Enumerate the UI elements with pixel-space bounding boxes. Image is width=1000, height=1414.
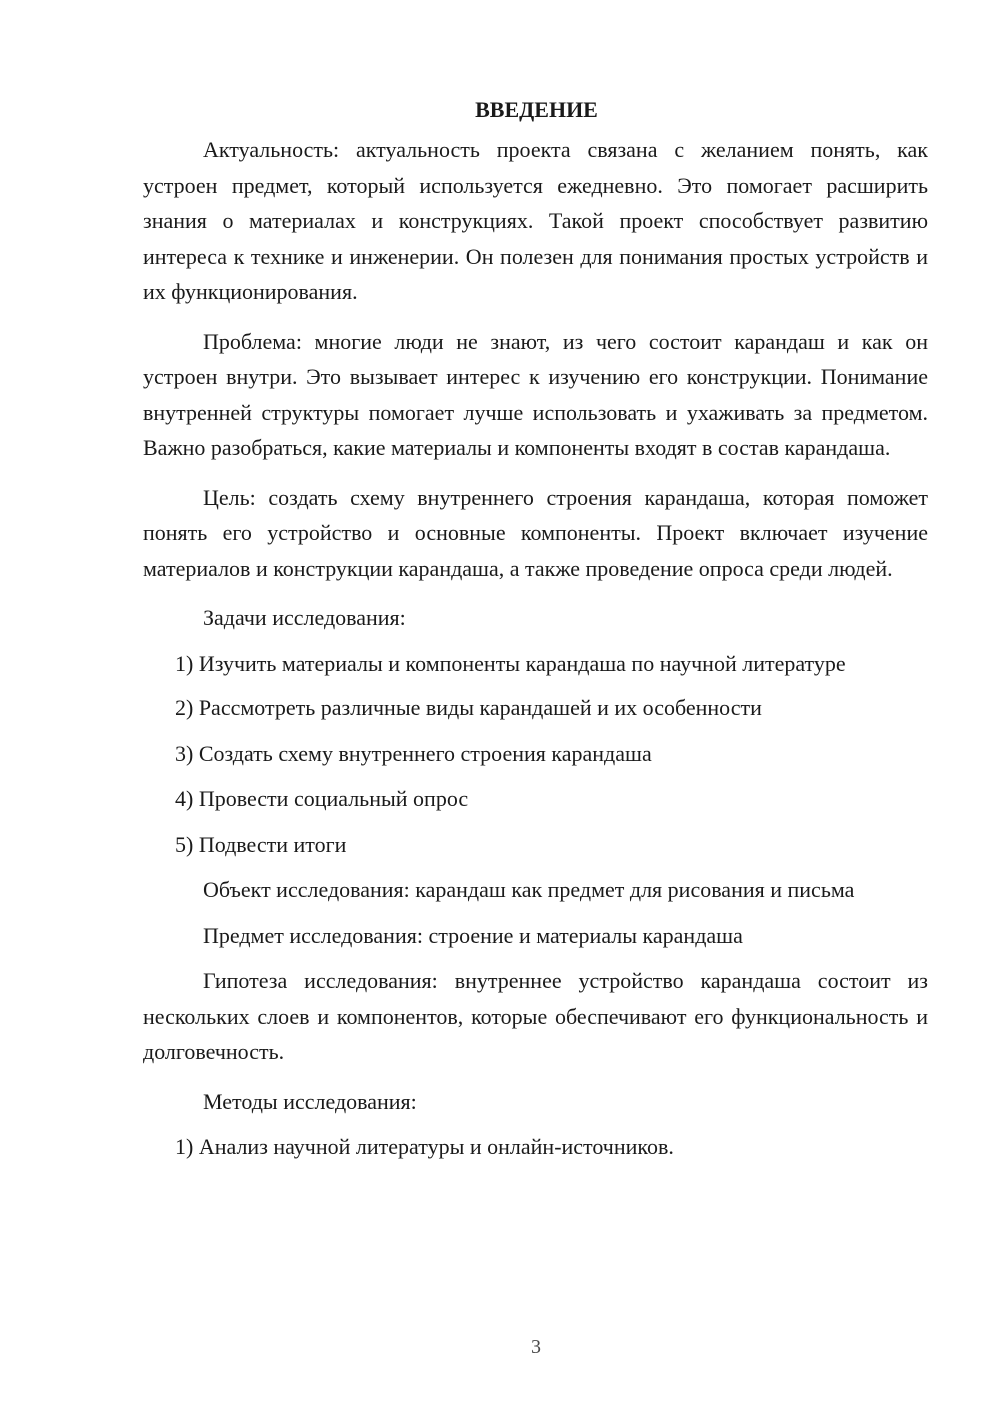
task-item: 3) Создать схему внутреннего строения карандаша xyxy=(175,740,652,766)
paragraph-subject: Предмет исследования: строение и материалы карандаша xyxy=(203,922,743,948)
methods-heading: Методы исследования: xyxy=(203,1088,417,1114)
task-item: 5) Подвести итоги xyxy=(175,831,347,857)
page-title: ВВЕДЕНИЕ xyxy=(475,97,598,122)
paragraph-goal: Цель: создать схему внутреннего строения карандаша, которая поможет понять его устройство и основные компоненты. Проект включает изучение материалов и конструкции карандаша, а также проведение опроса среди людей. xyxy=(143,484,928,581)
task-item: 2) Рассмотреть различные виды карандашей и их особенности xyxy=(175,695,762,720)
tasks-heading: Задачи исследования: xyxy=(203,605,406,630)
paragraph-object: Объект исследования: карандаш как предмет для рисования и письма xyxy=(203,877,855,902)
paragraph-relevance: Актуальность: актуальность проекта связана с желанием понять, как устроен предмет, который используется ежедневно. Это помогает расширить знания о материалах и конструкциях. Такой проект способствует развитию интереса к технике и инженерии. Он полезен для понимания простых устройств и их функционирования. xyxy=(143,137,928,304)
page-number: 3 xyxy=(531,1336,541,1358)
paragraph-hypothesis: Гипотеза исследования: внутреннее устройство карандаша состоит из нескольких слоев и компонентов, которые обеспечивают его функциональность и долговечность. xyxy=(143,968,928,1064)
task-item: 1) Изучить материалы и компоненты карандаша по научной литературе xyxy=(175,650,846,676)
document-page xyxy=(143,92,928,1175)
paragraph-problem: Проблема: многие люди не знают, из чего состоит карандаш и как он устроен внутри. Это вызывает интерес к изучению его конструкции. Понимание внутренней структуры помогает лучше использовать и ухаживать за предметом. Важно разобраться, какие материалы и компоненты входят в состав карандаша. xyxy=(143,328,928,460)
task-item: 4) Провести социальный опрос xyxy=(175,786,469,811)
method-item: 1) Анализ научной литературы и онлайн-источников. xyxy=(175,1134,674,1159)
